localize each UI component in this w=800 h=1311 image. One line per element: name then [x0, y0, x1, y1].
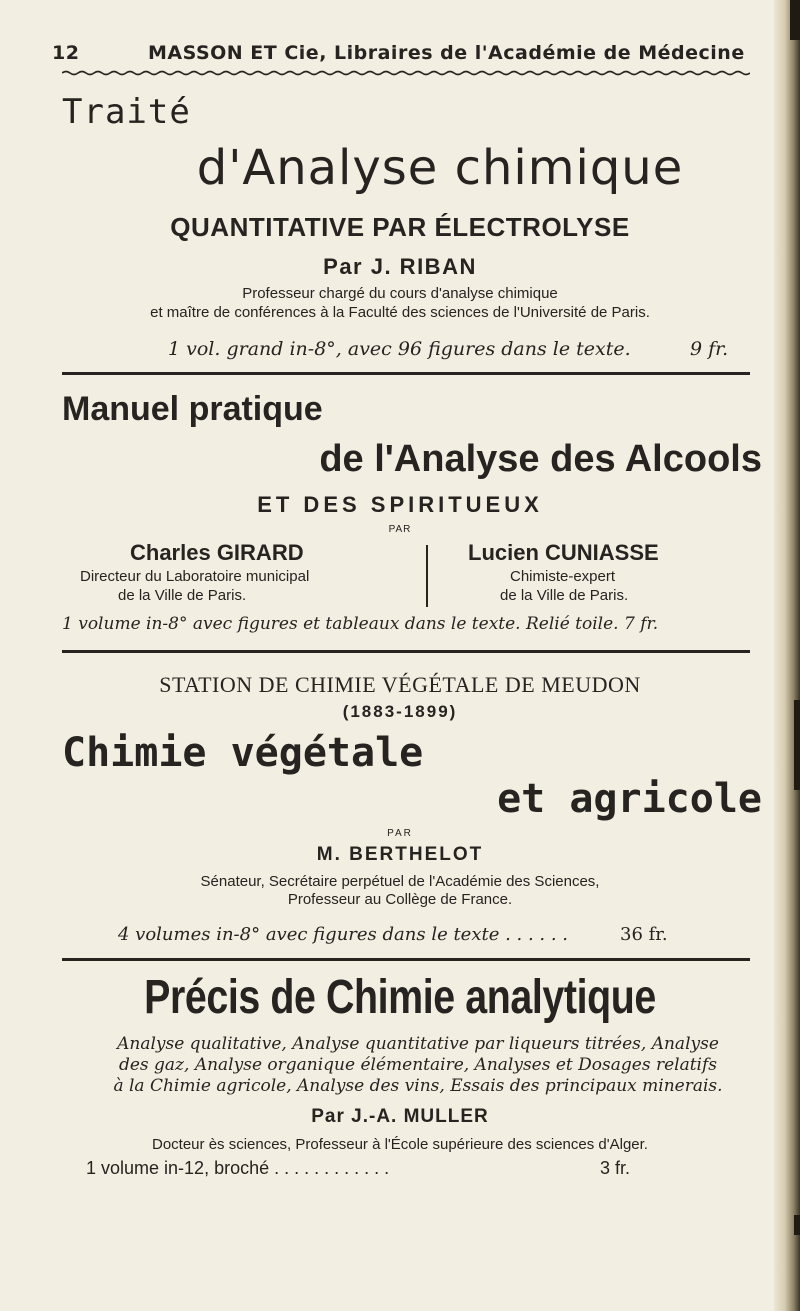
book1-price: 9 fr. — [690, 338, 729, 360]
page-edge-mark — [794, 1215, 800, 1235]
book2-title-line3: ET DES SPIRITUEUX — [257, 492, 543, 517]
book1-subtitle: QUANTITATIVE PAR ÉLECTROLYSE — [170, 212, 630, 242]
book4-edition: 1 volume in-12, broché . . . . . . . . . . . . — [86, 1158, 390, 1178]
book1-credentials-line2: et maître de conférences à la Faculté des sciences de l'Université de Paris. — [150, 304, 650, 321]
page-edge-mark — [790, 0, 800, 40]
book3-credentials-line1: Sénateur, Secrétaire perpétuel de l'Académie des Sciences, — [200, 873, 600, 890]
book4-author: Par J.-A. MULLER — [311, 1106, 489, 1127]
book4-title: Précis de Chimie analytique — [144, 971, 656, 1024]
column-divider — [426, 545, 428, 607]
divider — [62, 372, 750, 375]
book1-author: Par J. RIBAN — [323, 254, 477, 279]
book3-station: STATION DE CHIMIE VÉGÉTALE DE MEUDON — [159, 672, 641, 697]
book4-description-line3: à la Chimie agricole, Analyse des vins, Essais des principaux minerais. — [113, 1076, 723, 1096]
book1-edition: 1 vol. grand in-8°, avec 96 figures dans le texte. — [168, 338, 631, 360]
running-header: MASSON ET Cie, Libraires de l'Académie de Médecine — [148, 42, 745, 64]
book2-author-right-line2: de la Ville de Paris. — [500, 587, 629, 604]
divider — [62, 650, 750, 653]
book3-price: 36 fr. — [620, 924, 668, 945]
book3-title-line2: et agricole — [497, 776, 762, 822]
book4-credentials: Docteur ès sciences, Professeur à l'École supérieure des sciences d'Alger. — [152, 1136, 648, 1153]
book3-author: M. BERTHELOT — [316, 844, 484, 865]
book4-price: 3 fr. — [600, 1158, 631, 1178]
book1-credentials-line1: Professeur chargé du cours d'analyse chimique — [242, 285, 558, 302]
book1-title-line2: d'Analyse chimique — [196, 140, 684, 196]
book2-author-left-name: Charles GIRARD — [130, 540, 304, 565]
book2-author-left-line2: de la Ville de Paris. — [118, 587, 247, 604]
book3-years: (1883-1899) — [342, 702, 458, 721]
book2-author-right-name: Lucien CUNIASSE — [468, 540, 659, 565]
book2-author-right-line1: Chimiste-expert — [510, 568, 616, 585]
page-number: 12 — [52, 42, 80, 64]
book3-edition: 4 volumes in-8° avec figures dans le texte . . . . . . — [118, 924, 569, 945]
book3-credentials-line2: Professeur au Collège de France. — [287, 891, 513, 908]
wavy-rule — [62, 70, 750, 76]
book4-description-line1: Analyse qualitative, Analyse quantitative par liqueurs titrées, Analyse — [117, 1034, 719, 1054]
book2-par: PAR — [388, 524, 412, 535]
book4-description-line2: des gaz, Analyse organique élémentaire, Analyses et Dosages relatifs — [118, 1055, 718, 1075]
book3-title-line1: Chimie végétale — [62, 730, 424, 776]
book2-title-line1: Manuel pratique — [62, 390, 323, 428]
book2-author-left-line1: Directeur du Laboratoire municipal — [80, 568, 310, 585]
book2-edition: 1 volume in-8° avec figures et tableaux dans le texte. Relié toile. 7 fr. — [62, 614, 659, 634]
book1-title-line1: Traité — [62, 92, 191, 132]
book2-title-line2: de l'Analyse des Alcools — [319, 438, 762, 480]
divider — [62, 958, 750, 961]
book3-par: PAR — [387, 828, 413, 839]
